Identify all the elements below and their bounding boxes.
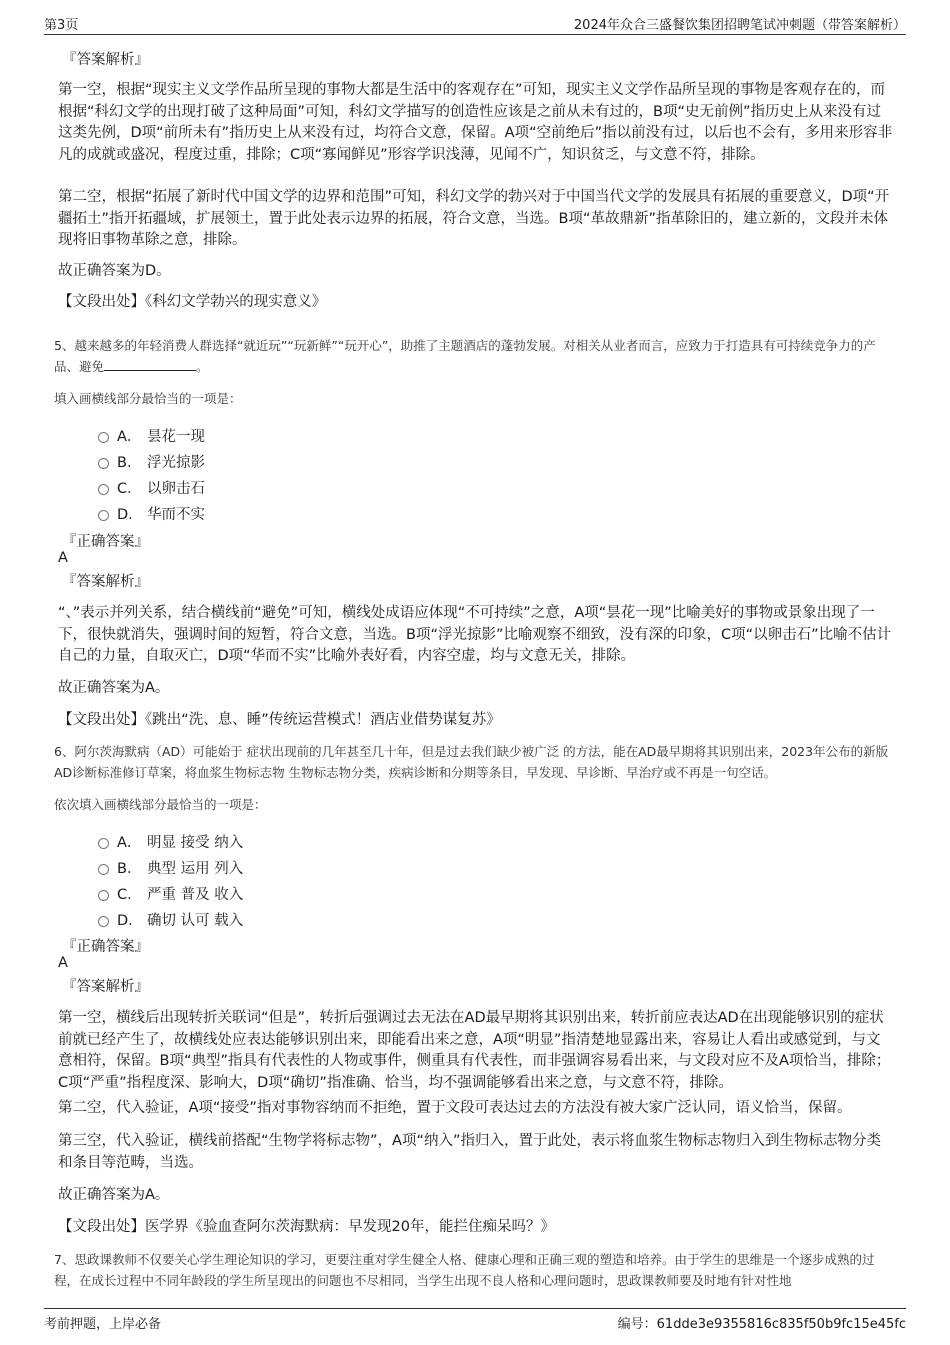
- q5-analysis-label: 『答案解析』: [62, 574, 149, 590]
- q5-stem-end: 。: [196, 359, 209, 374]
- q5-blank: [104, 358, 196, 371]
- header-divider: [44, 34, 906, 35]
- footer-slogan: 考前押题，上岸必备: [44, 1317, 162, 1332]
- q6-analysis-p3: 第三空，代入验证，横线前搭配“生物学将标志物”，A项“纳入”指归入，置于此处，表示将血浆生物标志物归入到生物标志物分类和条目等范畴，当选。: [58, 1133, 881, 1171]
- q5-stem: [54, 335, 896, 377]
- radio-icon[interactable]: [98, 916, 109, 927]
- q6-correct-answer: A: [58, 955, 68, 971]
- q6-option-d[interactable]: D． 确切 认可 载入: [98, 909, 243, 930]
- q4-analysis-p2: 第二空，根据“拓展了新时代中国文学的边界和范围”可知，科幻文学的勃兴对于中国当代文学的发展具有拓展的重要意义，D项“开疆拓土”指开拓疆域，扩展领土，置于此处表示边界的拓展，符合文意，当选。B项“革故鼎新”指革除旧的，建立新的，文段并未体现将旧事物革除之意，排除。: [58, 189, 890, 248]
- page-number: 第3页: [44, 18, 79, 33]
- q5-correct-label: 『正确答案』: [62, 534, 149, 550]
- q6-prompt: 依次填入画横线部分最恰当的一项是：: [54, 797, 267, 812]
- q4-conclusion: 故正确答案为D。: [58, 263, 171, 279]
- document-title: 2024年众合三盛餐饮集团招聘笔试冲刺题（带答案解析）: [573, 18, 906, 33]
- radio-icon[interactable]: [98, 510, 109, 521]
- q5-option-b[interactable]: B． 浮光掠影: [98, 451, 205, 472]
- radio-icon[interactable]: [98, 458, 109, 469]
- q6-source: 【文段出处】医学界《验血查阿尔茨海默病：早发现20年，能拦住痴呆吗？》: [58, 1219, 555, 1235]
- q5-conclusion: 故正确答案为A。: [58, 680, 170, 696]
- q7-stem: 7、思政课教师不仅要关心学生理论知识的学习，更要注重对学生健全人格、健康心理和正确三观的塑造和培养。由于学生的思维是一个逐步成熟的过程，在成长过程中不同年龄段的学生所呈现出的问题也不尽相同，当学生出现不良人格和心理问题时，思政课教师要及时地有针对性地: [54, 1252, 875, 1288]
- q4-analysis-label: 『答案解析』: [62, 52, 149, 68]
- q5-source: 【文段出处】《跳出“洗、息、睡”传统运营模式！酒店业借势谋复苏》: [58, 712, 501, 728]
- q5-option-c[interactable]: C． 以卵击石: [98, 477, 205, 498]
- radio-icon[interactable]: [98, 838, 109, 849]
- q6-analysis-p1: 第一空，横线后出现转折关联词“但是”，转折后强调过去无法在AD最早期将其识别出来，转折前应表达AD在出现能够识别的症状前就已经产生了，故横线处应表达能够识别出来，即能看出来之意，A项“明显”指清楚地显露出来，容易让人看出或感觉到，与文意相符，保留。B项“典型”指具有代表性的人物或事件，侧重具有代表性，而非强调容易看出来，与文段对应不及A项恰当，排除；C项“严重”指程度深、影响大，D项“确切”指准确、恰当，均不强调能够看出来之意，与文意不符，排除。: [58, 1010, 891, 1091]
- q6-option-b[interactable]: B． 典型 运用 列入: [98, 857, 243, 878]
- q5-option-a[interactable]: A． 昙花一现: [98, 425, 205, 446]
- q6-option-c[interactable]: C． 严重 普及 收入: [98, 883, 243, 904]
- document-id: 编号：61dde3e9355816c835f50b9fc15e45fc: [617, 1317, 906, 1332]
- q5-prompt: 填入画横线部分最恰当的一项是：: [54, 391, 242, 406]
- q5-stem-text: 5、越来越多的年轻消费人群选择“就近玩”“玩新鲜”“玩开心”，助推了主题酒店的蓬勃发展。对相关从业者而言，应致力于打造具有可持续竞争力的产品、避免: [54, 338, 876, 374]
- q4-analysis-p1: 第一空，根据“现实主义文学作品所呈现的事物大都是生活中的客观存在”可知，现实主义文学作品所呈现的事物是客观存在的，而根据“科幻文学的出现打破了这种局面”可知，科幻文学描写的创造性应该是之前从未有过的，B项“史无前例”指历史上从来没有过这类先例，D项“前所未有”指历史上从来没有过，均符合文意，保留。A项“空前绝后”指以前没有过，以后也不会有，多用来形容非凡的成就或盛况，程度过重，排除；C项“寡闻鲜见”形容学识浅薄，见闻不广，知识贫乏，与文意不符，排除。: [58, 82, 893, 163]
- q5-analysis: “、”表示并列关系，结合横线前“避免”可知，横线处成语应体现“不可持续”之意，A项“昙花一现”比喻美好的事物或景象出现了一下，很快就消失，强调时间的短暂，符合文意，当选。B项“浮光掠影”比喻观察不细致，没有深的印象，C项“以卵击石”比喻不估计自己的力量，自取灭亡，D项“华而不实”比喻外表好看，内容空虚，均与文意无关，排除。: [58, 605, 892, 664]
- q6-option-a[interactable]: A． 明显 接受 纳入: [98, 831, 243, 852]
- q6-analysis-p2: 第二空，代入验证，A项“接受”指对事物容纳而不拒绝，置于文段可表达过去的方法没有被大家广泛认同，语义恰当，保留。: [58, 1100, 852, 1116]
- radio-icon[interactable]: [98, 484, 109, 495]
- radio-icon[interactable]: [98, 864, 109, 875]
- q6-stem: 6、阿尔茨海默病（AD）可能始于 症状出现前的几年甚至几十年，但是过去我们缺少被广泛 的方法，能在AD最早期将其识别出来，2023年公布的新版AD诊断标准修订草案，将血浆生物标志物 生物标志物分类，疾病诊断和分期等条目，早发现、早诊断、早治疗或不再是一句空话。: [54, 744, 889, 780]
- q5-correct-answer: A: [58, 550, 68, 566]
- q6-correct-label: 『正确答案』: [62, 939, 149, 955]
- q5-option-d[interactable]: D． 华而不实: [98, 503, 205, 524]
- radio-icon[interactable]: [98, 432, 109, 443]
- footer-divider: [44, 1308, 906, 1309]
- q4-source: 【文段出处】《科幻文学勃兴的现实意义》: [58, 294, 327, 310]
- q6-analysis-label: 『答案解析』: [62, 979, 149, 995]
- q6-conclusion: 故正确答案为A。: [58, 1187, 170, 1203]
- radio-icon[interactable]: [98, 890, 109, 901]
